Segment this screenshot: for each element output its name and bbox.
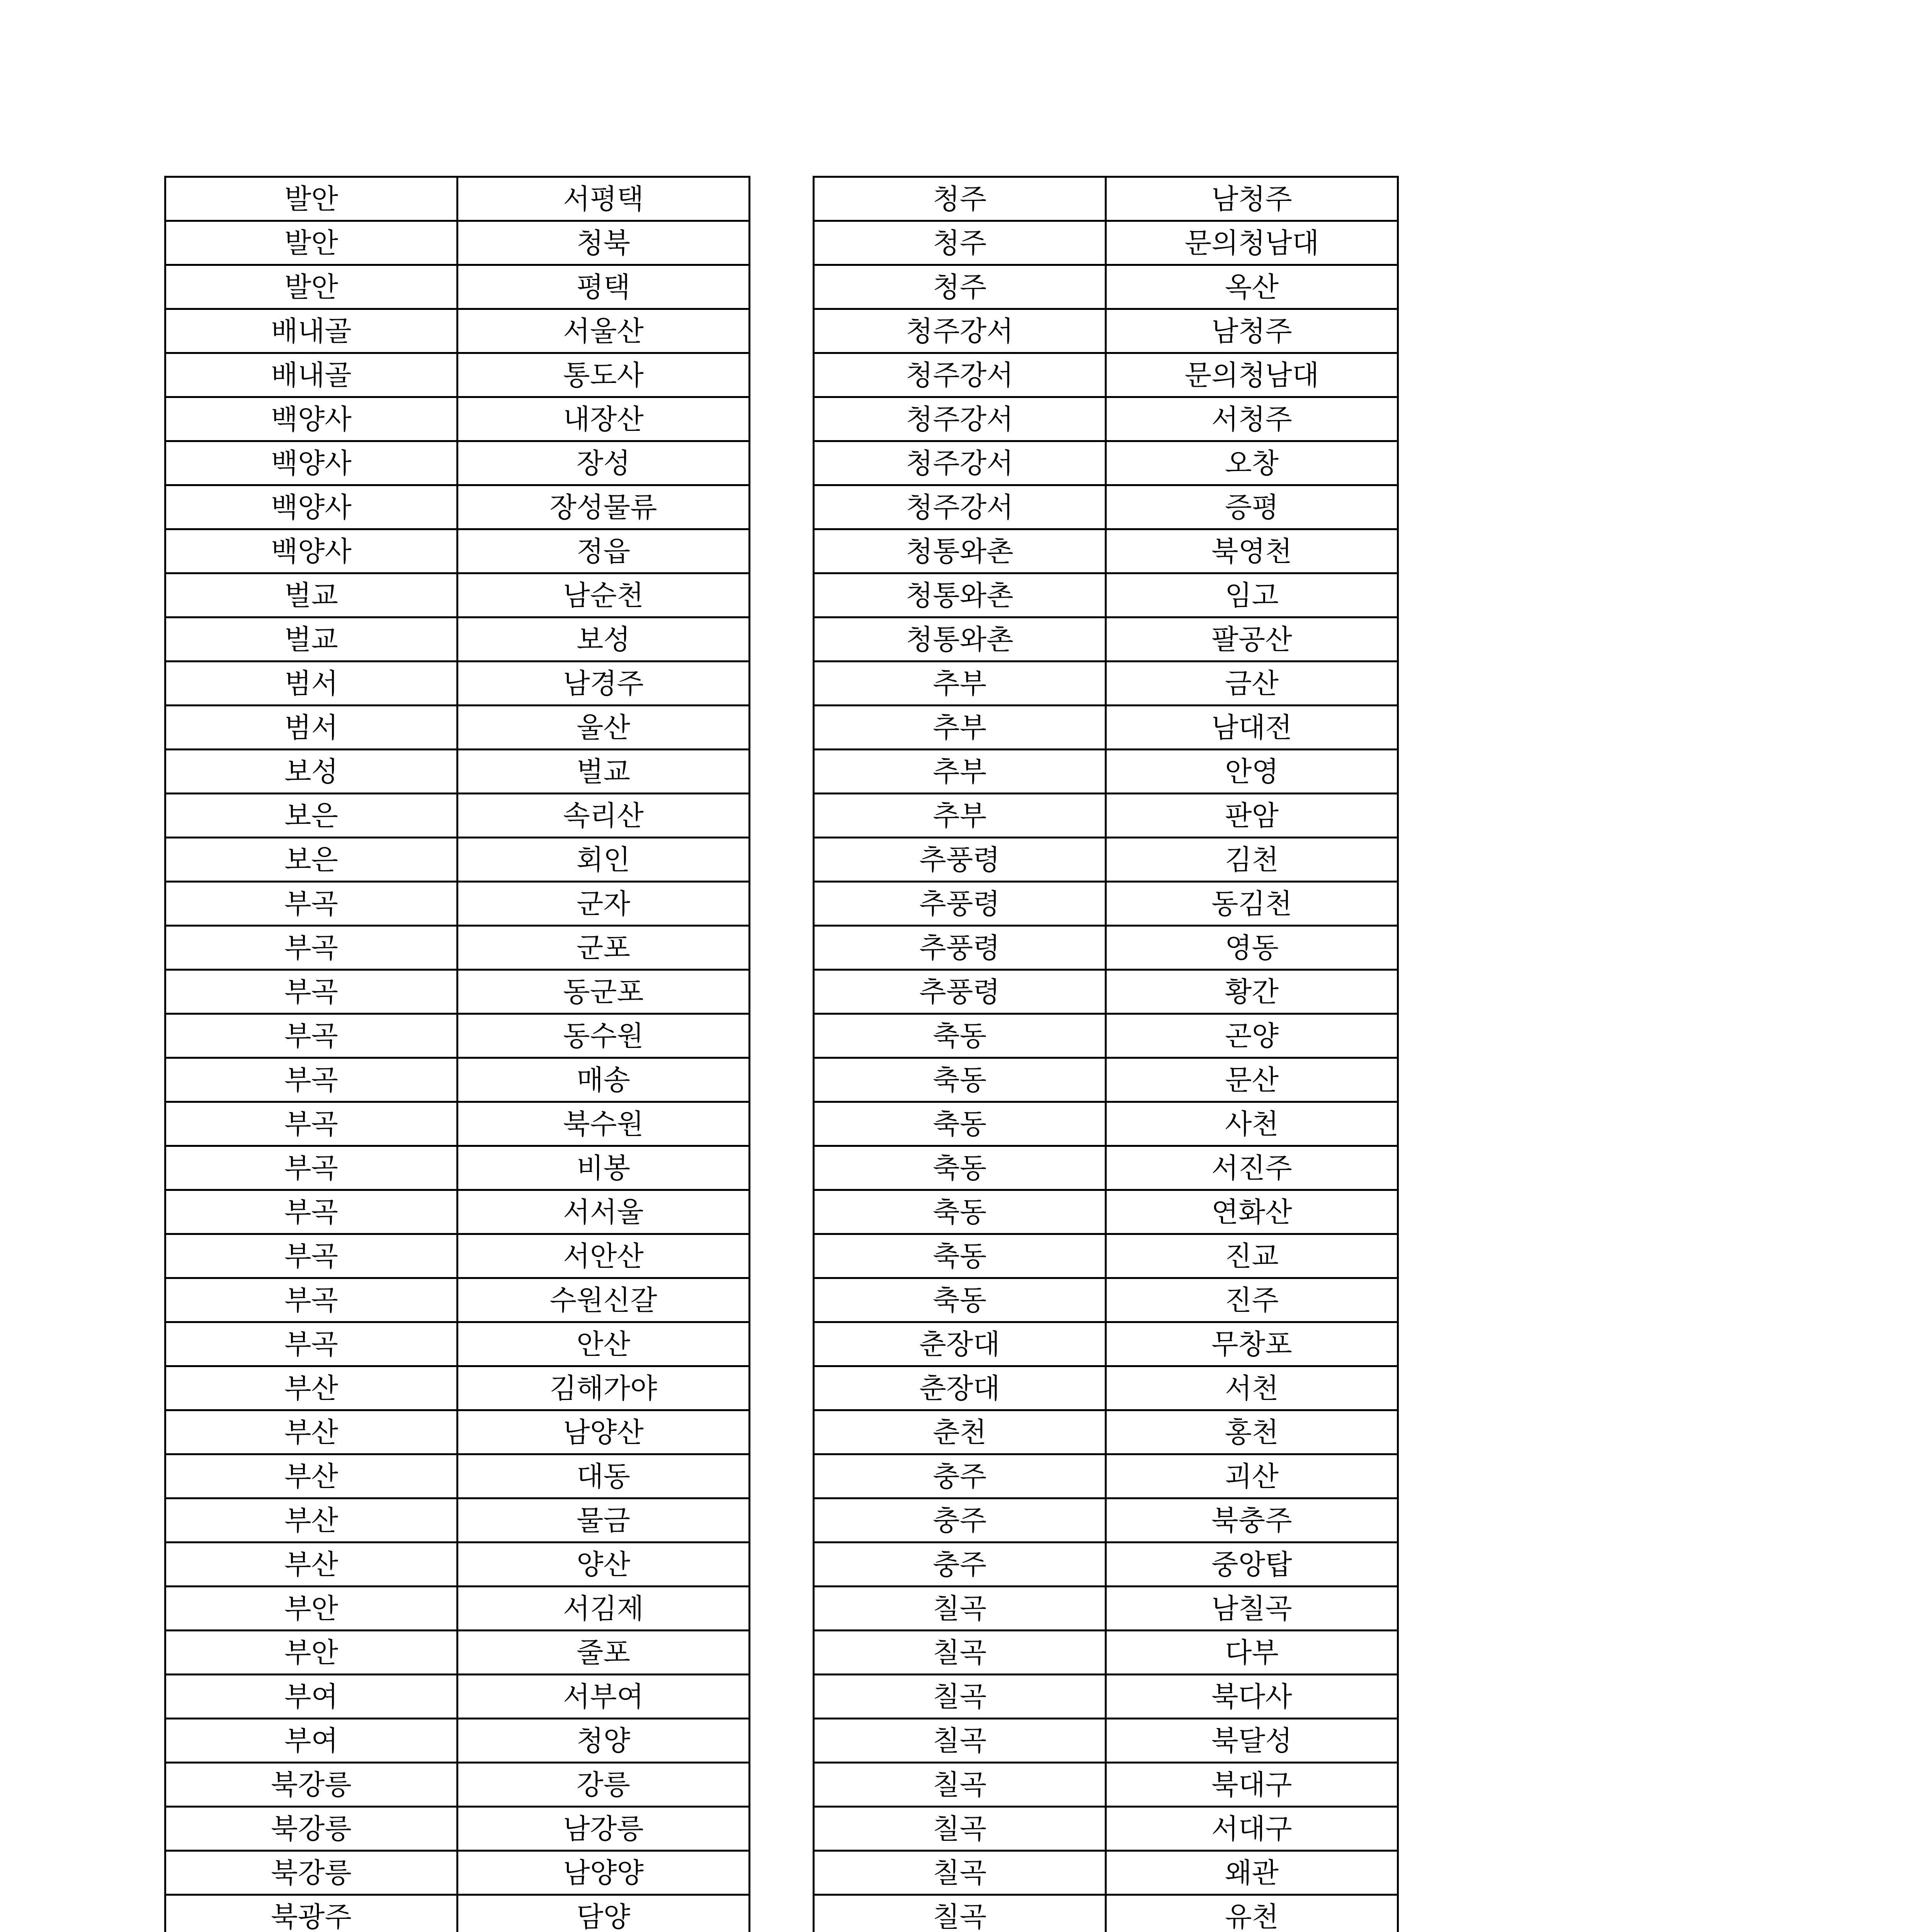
table-row bbox=[814, 1014, 1398, 1058]
origin-cell: 춘천 bbox=[814, 1410, 1106, 1454]
table-row bbox=[165, 265, 750, 309]
origin-cell: 부곡 bbox=[165, 1234, 458, 1278]
origin-cell: 추부 bbox=[814, 794, 1106, 838]
origin-cell: 축동 bbox=[814, 1058, 1106, 1102]
table-row bbox=[165, 970, 750, 1014]
origin-cell: 추풍령 bbox=[814, 926, 1106, 970]
destination-cell: 영동 bbox=[1106, 926, 1398, 970]
origin-cell: 부산 bbox=[165, 1366, 458, 1410]
table-row bbox=[814, 265, 1398, 309]
destination-cell: 회인 bbox=[458, 838, 750, 882]
destination-cell: 진교 bbox=[1106, 1234, 1398, 1278]
table-row bbox=[165, 750, 750, 794]
origin-cell: 부여 bbox=[165, 1675, 458, 1719]
destination-cell: 서김제 bbox=[458, 1587, 750, 1631]
origin-cell: 칠곡 bbox=[814, 1587, 1106, 1631]
destination-cell: 북영천 bbox=[1106, 529, 1398, 573]
destination-cell: 남순천 bbox=[458, 573, 750, 617]
destination-cell: 대동 bbox=[458, 1454, 750, 1498]
table-row bbox=[814, 1763, 1398, 1807]
table-row bbox=[165, 662, 750, 706]
left-table-body bbox=[165, 177, 750, 1932]
table-row bbox=[814, 353, 1398, 397]
destination-cell: 북달성 bbox=[1106, 1719, 1398, 1763]
destination-cell: 진주 bbox=[1106, 1278, 1398, 1322]
destination-cell: 유천 bbox=[1106, 1895, 1398, 1932]
destination-cell: 남청주 bbox=[1106, 309, 1398, 353]
origin-cell: 추풍령 bbox=[814, 882, 1106, 926]
destination-cell: 수원신갈 bbox=[458, 1278, 750, 1322]
destination-cell: 담양 bbox=[458, 1895, 750, 1932]
origin-cell: 발안 bbox=[165, 265, 458, 309]
destination-cell: 김해가야 bbox=[458, 1366, 750, 1410]
table-row bbox=[165, 441, 750, 485]
table-row bbox=[814, 1543, 1398, 1587]
table-row bbox=[165, 309, 750, 353]
destination-cell: 평택 bbox=[458, 265, 750, 309]
destination-cell: 서대구 bbox=[1106, 1807, 1398, 1851]
destination-cell: 남양양 bbox=[458, 1851, 750, 1895]
destination-cell: 무창포 bbox=[1106, 1322, 1398, 1366]
destination-cell: 팔공산 bbox=[1106, 617, 1398, 662]
table-row bbox=[814, 177, 1398, 221]
destination-cell: 임고 bbox=[1106, 573, 1398, 617]
destination-cell: 군포 bbox=[458, 926, 750, 970]
table-row bbox=[814, 221, 1398, 265]
table-row bbox=[814, 1675, 1398, 1719]
destination-cell: 북대구 bbox=[1106, 1763, 1398, 1807]
table-row bbox=[814, 1410, 1398, 1454]
origin-cell: 보은 bbox=[165, 794, 458, 838]
table-row bbox=[165, 1102, 750, 1146]
destination-cell: 남대전 bbox=[1106, 706, 1398, 750]
table-row bbox=[814, 750, 1398, 794]
table-row bbox=[814, 617, 1398, 662]
destination-cell: 군자 bbox=[458, 882, 750, 926]
origin-cell: 백양사 bbox=[165, 397, 458, 441]
origin-cell: 축동 bbox=[814, 1014, 1106, 1058]
origin-cell: 칠곡 bbox=[814, 1851, 1106, 1895]
origin-cell: 청통와촌 bbox=[814, 617, 1106, 662]
destination-cell: 북다사 bbox=[1106, 1675, 1398, 1719]
table-row bbox=[814, 309, 1398, 353]
origin-cell: 벌교 bbox=[165, 573, 458, 617]
table-row bbox=[165, 177, 750, 221]
origin-cell: 춘장대 bbox=[814, 1322, 1106, 1366]
origin-cell: 청주강서 bbox=[814, 485, 1106, 529]
origin-cell: 축동 bbox=[814, 1234, 1106, 1278]
table-row bbox=[814, 926, 1398, 970]
destination-cell: 벌교 bbox=[458, 750, 750, 794]
destination-cell: 남양산 bbox=[458, 1410, 750, 1454]
right-table-body bbox=[814, 177, 1398, 1932]
destination-cell: 양산 bbox=[458, 1543, 750, 1587]
origin-cell: 북강릉 bbox=[165, 1807, 458, 1851]
origin-cell: 추부 bbox=[814, 750, 1106, 794]
origin-cell: 추풍령 bbox=[814, 838, 1106, 882]
origin-cell: 배내골 bbox=[165, 353, 458, 397]
destination-cell: 동군포 bbox=[458, 970, 750, 1014]
origin-cell: 추부 bbox=[814, 662, 1106, 706]
origin-cell: 부여 bbox=[165, 1719, 458, 1763]
origin-cell: 축동 bbox=[814, 1278, 1106, 1322]
origin-cell: 백양사 bbox=[165, 441, 458, 485]
table-row bbox=[165, 1675, 750, 1719]
destination-cell: 안영 bbox=[1106, 750, 1398, 794]
table-row bbox=[165, 1278, 750, 1322]
table-row bbox=[165, 1498, 750, 1543]
table-row bbox=[165, 573, 750, 617]
origin-cell: 축동 bbox=[814, 1190, 1106, 1234]
origin-cell: 부곡 bbox=[165, 1278, 458, 1322]
origin-cell: 춘장대 bbox=[814, 1366, 1106, 1410]
origin-cell: 발안 bbox=[165, 221, 458, 265]
destination-cell: 남경주 bbox=[458, 662, 750, 706]
destination-cell: 문의청남대 bbox=[1106, 353, 1398, 397]
table-row bbox=[165, 397, 750, 441]
origin-cell: 북강릉 bbox=[165, 1763, 458, 1807]
origin-cell: 부산 bbox=[165, 1454, 458, 1498]
table-row bbox=[814, 485, 1398, 529]
table-row bbox=[165, 1719, 750, 1763]
table-row bbox=[814, 1102, 1398, 1146]
destination-cell: 물금 bbox=[458, 1498, 750, 1543]
destination-cell: 다부 bbox=[1106, 1631, 1398, 1675]
destination-cell: 서천 bbox=[1106, 1366, 1398, 1410]
origin-cell: 칠곡 bbox=[814, 1807, 1106, 1851]
table-row bbox=[814, 882, 1398, 926]
origin-cell: 부곡 bbox=[165, 1146, 458, 1190]
destination-cell: 괴산 bbox=[1106, 1454, 1398, 1498]
origin-cell: 범서 bbox=[165, 662, 458, 706]
left-table bbox=[164, 176, 750, 1932]
origin-cell: 청주강서 bbox=[814, 353, 1106, 397]
table-row bbox=[814, 1807, 1398, 1851]
table-row bbox=[814, 1587, 1398, 1631]
origin-cell: 범서 bbox=[165, 706, 458, 750]
table-row bbox=[165, 1014, 750, 1058]
table-row bbox=[165, 706, 750, 750]
destination-cell: 장성 bbox=[458, 441, 750, 485]
table-row bbox=[165, 1895, 750, 1932]
origin-cell: 청주 bbox=[814, 265, 1106, 309]
destination-cell: 청북 bbox=[458, 221, 750, 265]
destination-cell: 청양 bbox=[458, 1719, 750, 1763]
table-row bbox=[814, 397, 1398, 441]
table-row bbox=[814, 1058, 1398, 1102]
origin-cell: 추풍령 bbox=[814, 970, 1106, 1014]
destination-cell: 사천 bbox=[1106, 1102, 1398, 1146]
origin-cell: 부곡 bbox=[165, 1058, 458, 1102]
table-row bbox=[814, 1631, 1398, 1675]
origin-cell: 충주 bbox=[814, 1498, 1106, 1543]
table-row bbox=[165, 1366, 750, 1410]
origin-cell: 북강릉 bbox=[165, 1851, 458, 1895]
table-row bbox=[814, 1895, 1398, 1932]
origin-cell: 북광주 bbox=[165, 1895, 458, 1932]
destination-cell: 보성 bbox=[458, 617, 750, 662]
destination-cell: 김천 bbox=[1106, 838, 1398, 882]
table-row bbox=[165, 221, 750, 265]
destination-cell: 문의청남대 bbox=[1106, 221, 1398, 265]
destination-cell: 서청주 bbox=[1106, 397, 1398, 441]
destination-cell: 증평 bbox=[1106, 485, 1398, 529]
origin-cell: 청주강서 bbox=[814, 397, 1106, 441]
table-row bbox=[165, 1587, 750, 1631]
origin-cell: 칠곡 bbox=[814, 1675, 1106, 1719]
destination-cell: 서진주 bbox=[1106, 1146, 1398, 1190]
table-row bbox=[814, 1190, 1398, 1234]
destination-cell: 남칠곡 bbox=[1106, 1587, 1398, 1631]
origin-cell: 청통와촌 bbox=[814, 529, 1106, 573]
destination-cell: 중앙탑 bbox=[1106, 1543, 1398, 1587]
destination-cell: 서서울 bbox=[458, 1190, 750, 1234]
destination-cell: 홍천 bbox=[1106, 1410, 1398, 1454]
origin-cell: 부곡 bbox=[165, 926, 458, 970]
origin-cell: 보은 bbox=[165, 838, 458, 882]
table-row bbox=[814, 1278, 1398, 1322]
table-row bbox=[165, 1058, 750, 1102]
origin-cell: 청통와촌 bbox=[814, 573, 1106, 617]
destination-cell: 북충주 bbox=[1106, 1498, 1398, 1543]
table-row bbox=[814, 529, 1398, 573]
destination-cell: 정읍 bbox=[458, 529, 750, 573]
table-row bbox=[165, 1454, 750, 1498]
origin-cell: 부곡 bbox=[165, 1322, 458, 1366]
destination-cell: 장성물류 bbox=[458, 485, 750, 529]
origin-cell: 충주 bbox=[814, 1454, 1106, 1498]
destination-cell: 울산 bbox=[458, 706, 750, 750]
destination-cell: 서부여 bbox=[458, 1675, 750, 1719]
origin-cell: 발안 bbox=[165, 177, 458, 221]
table-row bbox=[814, 1322, 1398, 1366]
table-row bbox=[814, 794, 1398, 838]
origin-cell: 청주강서 bbox=[814, 441, 1106, 485]
origin-cell: 부산 bbox=[165, 1498, 458, 1543]
origin-cell: 추부 bbox=[814, 706, 1106, 750]
origin-cell: 부곡 bbox=[165, 1014, 458, 1058]
table-row bbox=[165, 1763, 750, 1807]
table-row bbox=[165, 1190, 750, 1234]
origin-cell: 부안 bbox=[165, 1587, 458, 1631]
destination-cell: 속리산 bbox=[458, 794, 750, 838]
destination-cell: 남청주 bbox=[1106, 177, 1398, 221]
table-row bbox=[814, 1851, 1398, 1895]
table-row bbox=[165, 1631, 750, 1675]
table-row bbox=[165, 1807, 750, 1851]
table-row bbox=[165, 1410, 750, 1454]
origin-cell: 충주 bbox=[814, 1543, 1106, 1587]
table-row bbox=[814, 1719, 1398, 1763]
destination-cell: 판암 bbox=[1106, 794, 1398, 838]
origin-cell: 축동 bbox=[814, 1102, 1106, 1146]
destination-cell: 강릉 bbox=[458, 1763, 750, 1807]
origin-cell: 벌교 bbox=[165, 617, 458, 662]
destination-cell: 남강릉 bbox=[458, 1807, 750, 1851]
destination-cell: 연화산 bbox=[1106, 1190, 1398, 1234]
table-row bbox=[165, 838, 750, 882]
origin-cell: 부곡 bbox=[165, 1102, 458, 1146]
destination-cell: 동김천 bbox=[1106, 882, 1398, 926]
destination-cell: 왜관 bbox=[1106, 1851, 1398, 1895]
origin-cell: 배내골 bbox=[165, 309, 458, 353]
origin-cell: 부곡 bbox=[165, 1190, 458, 1234]
destination-cell: 줄포 bbox=[458, 1631, 750, 1675]
origin-cell: 축동 bbox=[814, 1146, 1106, 1190]
destination-cell: 서평택 bbox=[458, 177, 750, 221]
destination-cell: 내장산 bbox=[458, 397, 750, 441]
destination-cell: 안산 bbox=[458, 1322, 750, 1366]
table-row bbox=[814, 1234, 1398, 1278]
table-row bbox=[165, 1146, 750, 1190]
origin-cell: 보성 bbox=[165, 750, 458, 794]
destination-cell: 금산 bbox=[1106, 662, 1398, 706]
table-row bbox=[165, 882, 750, 926]
table-row bbox=[165, 926, 750, 970]
table-row bbox=[165, 353, 750, 397]
origin-cell: 부안 bbox=[165, 1631, 458, 1675]
destination-cell: 옥산 bbox=[1106, 265, 1398, 309]
origin-cell: 부곡 bbox=[165, 970, 458, 1014]
table-row bbox=[165, 529, 750, 573]
table-row bbox=[165, 1234, 750, 1278]
origin-cell: 부곡 bbox=[165, 882, 458, 926]
table-row bbox=[814, 1498, 1398, 1543]
destination-cell: 오창 bbox=[1106, 441, 1398, 485]
table-row bbox=[814, 573, 1398, 617]
table-row bbox=[814, 1366, 1398, 1410]
table-row bbox=[814, 662, 1398, 706]
table-row bbox=[165, 1543, 750, 1587]
destination-cell: 매송 bbox=[458, 1058, 750, 1102]
table-row bbox=[814, 441, 1398, 485]
origin-cell: 부산 bbox=[165, 1543, 458, 1587]
origin-cell: 백양사 bbox=[165, 529, 458, 573]
destination-cell: 문산 bbox=[1106, 1058, 1398, 1102]
table-row bbox=[165, 485, 750, 529]
origin-cell: 청주강서 bbox=[814, 309, 1106, 353]
origin-cell: 청주 bbox=[814, 221, 1106, 265]
table-row bbox=[165, 794, 750, 838]
table-row bbox=[814, 1146, 1398, 1190]
destination-cell: 북수원 bbox=[458, 1102, 750, 1146]
origin-cell: 백양사 bbox=[165, 485, 458, 529]
origin-cell: 청주 bbox=[814, 177, 1106, 221]
right-table bbox=[813, 176, 1399, 1932]
origin-cell: 부산 bbox=[165, 1410, 458, 1454]
destination-cell: 동수원 bbox=[458, 1014, 750, 1058]
destination-cell: 황간 bbox=[1106, 970, 1398, 1014]
table-row bbox=[165, 1851, 750, 1895]
destination-cell: 비봉 bbox=[458, 1146, 750, 1190]
table-row bbox=[814, 970, 1398, 1014]
destination-cell: 서울산 bbox=[458, 309, 750, 353]
destination-cell: 곤양 bbox=[1106, 1014, 1398, 1058]
origin-cell: 칠곡 bbox=[814, 1895, 1106, 1932]
table-row bbox=[814, 1454, 1398, 1498]
origin-cell: 칠곡 bbox=[814, 1631, 1106, 1675]
origin-cell: 칠곡 bbox=[814, 1719, 1106, 1763]
table-row bbox=[165, 1322, 750, 1366]
table-row bbox=[814, 706, 1398, 750]
origin-cell: 칠곡 bbox=[814, 1763, 1106, 1807]
destination-cell: 통도사 bbox=[458, 353, 750, 397]
table-row bbox=[165, 617, 750, 662]
table-row bbox=[814, 838, 1398, 882]
destination-cell: 서안산 bbox=[458, 1234, 750, 1278]
